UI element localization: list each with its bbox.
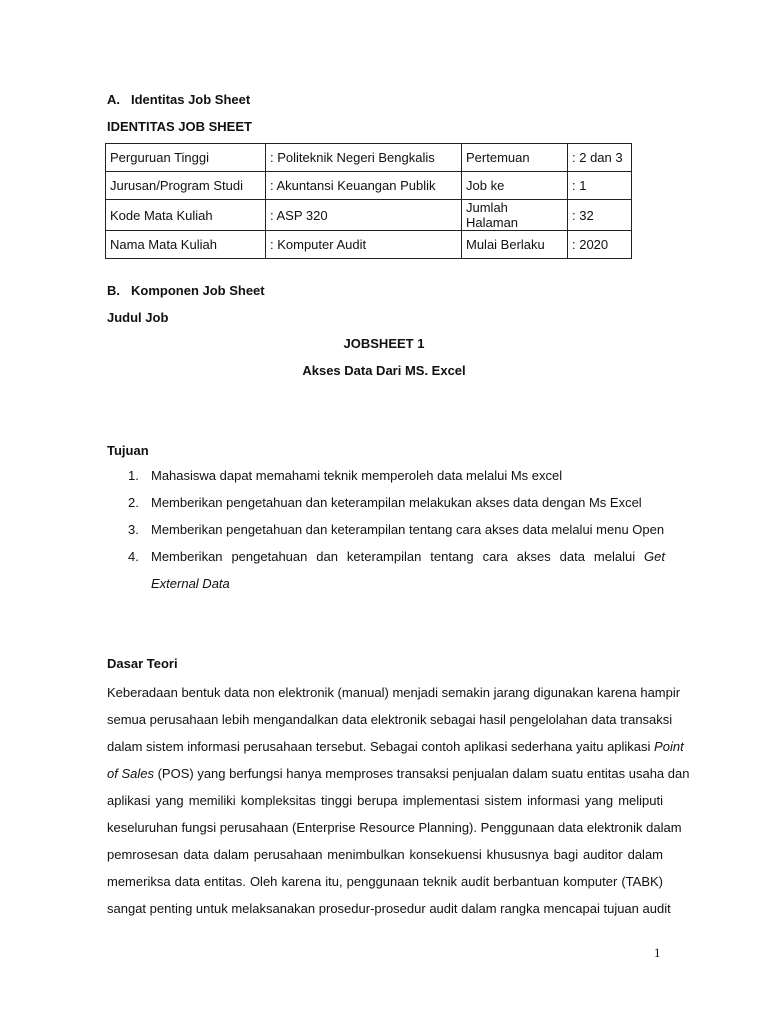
paragraph-line: memeriksa data entitas. Oleh karena itu, penggunaan teknik audit berbantuan komputer (TABK) (107, 874, 663, 889)
list-item (122, 516, 665, 543)
table-cell: Mulai Berlaku (462, 231, 568, 259)
list-text-italic: Get External Data (151, 549, 665, 591)
table-cell: : 32 (568, 200, 632, 231)
identity-table-title: IDENTITAS JOB SHEET (107, 119, 252, 134)
dasar-teori-label: Dasar Teori (107, 656, 178, 671)
paragraph-line: sangat penting untuk melaksanakan prosedur-prosedur audit dalam rangka mencapai tujuan audit (107, 901, 671, 916)
list-number: 2. (128, 495, 139, 510)
list-item (122, 462, 665, 489)
section-b-title: Komponen Job Sheet (131, 283, 265, 298)
jobsheet-title: JOBSHEET 1 (343, 336, 425, 351)
table-cell: : Akuntansi Keuangan Publik (266, 172, 462, 200)
paragraph-italic: of Sales (107, 766, 154, 781)
list-text: Memberikan pengetahuan dan keterampilan melakukan akses data dengan Ms Excel (151, 495, 642, 510)
table-cell: Pertemuan (462, 144, 568, 172)
table-cell: Perguruan Tinggi (106, 144, 266, 172)
table-cell: Jurusan/Program Studi (106, 172, 266, 200)
section-a-title: Identitas Job Sheet (131, 92, 251, 107)
tujuan-label: Tujuan (107, 443, 149, 458)
judul-job-label: Judul Job (107, 310, 169, 325)
table-row (106, 200, 632, 231)
page-number: 1 (654, 945, 661, 960)
table-cell: Kode Mata Kuliah (106, 200, 266, 231)
paragraph-line: pemrosesan data dalam perusahaan menimbulkan konsekuensi khususnya bagi auditor dalam (107, 847, 663, 862)
dasar-teori-paragraph (107, 679, 690, 922)
section-a-letter: A. (107, 92, 120, 107)
table-cell: : Komputer Audit (266, 231, 462, 259)
list-item (122, 543, 665, 597)
table-cell: : ASP 320 (266, 200, 462, 231)
table-cell: Nama Mata Kuliah (106, 231, 266, 259)
table-row (106, 144, 632, 172)
paragraph-line: keseluruhan fungsi perusahaan (Enterprise Resource Planning). Penggunaan data elektronik dalam (107, 820, 682, 835)
list-number: 4. (128, 549, 139, 564)
paragraph-line: semua perusahaan lebih mengandalkan data elektronik sebagai hasil pengelolahan data transaksi (107, 712, 673, 727)
paragraph-line: aplikasi yang memiliki kompleksitas tinggi berupa implementasi sistem informasi yang meliputi (107, 793, 663, 808)
list-text: Mahasiswa dapat memahami teknik memperoleh data melalui Ms excel (151, 468, 563, 483)
table-cell: : 1 (568, 172, 632, 200)
paragraph-text: dalam sistem informasi perusahaan tersebut. Sebagai contoh aplikasi sederhana yaitu aplikasi (107, 739, 655, 754)
paragraph-line (107, 733, 684, 760)
section-a-heading (107, 92, 250, 107)
list-number: 1. (128, 468, 139, 483)
table-cell: Job ke (462, 172, 568, 200)
section-b-letter: B. (107, 283, 120, 298)
table-cell: : Politeknik Negeri Bengkalis (266, 144, 462, 172)
list-text: Memberikan pengetahuan dan keterampilan tentang cara akses data melalui menu Open (151, 522, 665, 537)
paragraph-line (107, 760, 690, 787)
table-cell: : 2020 (568, 231, 632, 259)
table-cell: : 2 dan 3 (568, 144, 632, 172)
list-text: Memberikan pengetahuan dan keterampilan tentang cara akses data melalui (151, 549, 645, 564)
list-item (122, 489, 665, 516)
paragraph-italic: Point (654, 739, 684, 754)
tujuan-list (122, 462, 665, 597)
jobsheet-subtitle: Akses Data Dari MS. Excel (302, 363, 466, 378)
table-row (106, 231, 632, 259)
identity-table (105, 143, 632, 259)
paragraph-text: (POS) yang berfungsi hanya memproses transaksi penjualan dalam suatu entitas usaha dan (153, 766, 690, 781)
list-number: 3. (128, 522, 139, 537)
table-cell: Jumlah Halaman (462, 200, 568, 231)
paragraph-line: Keberadaan bentuk data non elektronik (manual) menjadi semakin jarang digunakan karena hampir (107, 685, 681, 700)
table-row (106, 172, 632, 200)
section-b-heading (107, 283, 265, 298)
